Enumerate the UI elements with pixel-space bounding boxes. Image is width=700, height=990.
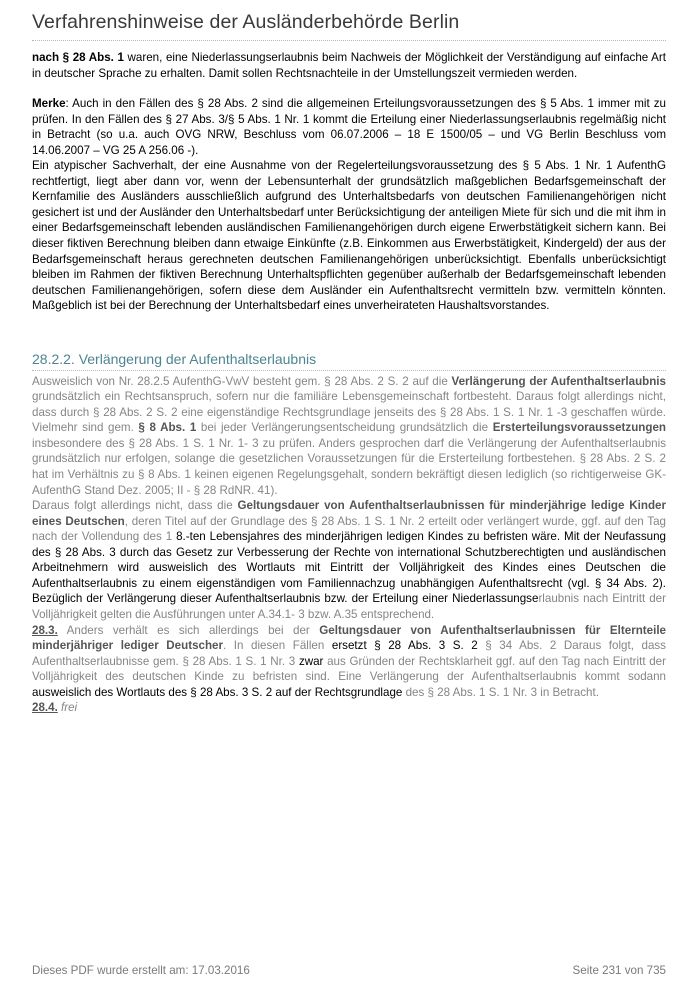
document-page <box>32 0 666 716</box>
paragraph-merke: Merke: Auch in den Fällen des § 28 Abs. 2 sind die allgemeinen Erteilungsvoraussetzungen des § 5 Abs. 1 immer mit zu prüfen. In den Fällen des § 27 Abs. 3/§ 5 Abs. 1 Nr. 1 kommt die Erteilung einer Niederlassungserlaubnis regelmäßig nicht in Betracht (so u.a. auch OVG NRW, Beschluss vom 06.07.2006 – 18 E 1500/05 – und VG Berlin Beschluss vom 14.06.2007 – VG 25 A 256.06 -). <box>32 97 666 157</box>
paragraph-transition-rule: nach § 28 Abs. 1 waren, eine Niederlassungserlaubnis beim Nachweis der Möglichkeit der Verständigung auf einfache Art in deutscher Sprache zu erhalten. Damit sollen Rechtsnachteile in der Umstellungszeit vermieden werden. <box>32 51 666 80</box>
paragraph-28-3: 28.3. Anders verhält es sich allerdings bei der Geltungsdauer von Aufenthaltserlaubnissen für Elternteile minderjähriger lediger Deutscher. In diesen Fällen ersetzt § 28 Abs. 3 S. 2 § 34 Abs. 2 Daraus folgt, dass Aufenthaltserlaubnisse gem. § 28 Abs. 1 S. 1 Nr. 3 zwar aus Gründen der Rechtsklarheit ggf. auf den Tag nach Eintritt der Volljährigkeit des deutschen Kinde zu befristen sind. Eine Verlängerung der Aufenthaltserlaubnis kommt sodann ausweislich des Wortlauts des § 28 Abs. 3 S. 2 auf der Rechtsgrundlage des § 28 Abs. 1 S. 1 Nr. 3 in Betracht. <box>32 623 666 699</box>
paragraph-validity-period: Daraus folgt allerdings nicht, dass die Geltungsdauer von Aufenthaltserlaubnissen für minderjährige ledige Kinder eines Deutschen, deren Titel auf der Grundlage des § 28 Abs. 1 S. 1 Nr. 2 erteilt oder verlängert wurde, ggf. auf den Tag nach der Vollendung des 1 8.-ten Lebensjahres des minderjährigen ledigen Kindes zu befristen wäre. Mit der Neufassung des § 28 Abs. 3 durch das Gesetz zur Verbesserung der Rechte von international Schutzberechtigten und ausländischen Arbeitnehmern wird ausweislich des Wortlauts mit Eintritt der Volljährigkeit des Kindes eines Deutschen die Aufenthaltserlaubnis zu einem eigenständigen vom Familiennachzug unabhängigen Aufenthaltsrecht (vgl. § 34 Abs. 2). Bezüglich der Verlängerung dieser Aufenthaltserlaubnis bzw. der Erteilung einer Niederlassungserlaubnis nach Eintritt der Volljährigkeit gelten die Ausführungen unter A.34.1- 3 bzw. A.35 entsprechend. <box>32 499 666 621</box>
creation-date: Dieses PDF wurde erstellt am: 17.03.2016 <box>32 964 250 977</box>
document-title: Verfahrenshinweise der Ausländerbehörde Berlin <box>32 10 666 41</box>
merke-label: Merke <box>32 97 66 111</box>
section-number-28-4: 28.4. <box>32 701 58 715</box>
paragraph-28-4: 28.4. frei <box>32 701 78 715</box>
paragraph-atypical-case: Ein atypischer Sachverhalt, der eine Ausnahme von der Regelerteilungsvoraussetzung des § 5 Abs. 1 Nr. 1 AufenthG rechtfertigt, liegt aber dann vor, wenn der Lebensunterhalt der grundsätzlich maßgeblichen Bedarfsgemeinschaft der Kernfamilie des Ausländers ausschließlich aufgrund des Unterhaltsbedarfs von deutschen Familienangehörigen nicht gesichert ist und der Ausländer den Unterhaltsbedarf unter Berücksichtigung der anteiligen Miete für sich und die mit ihm in einer Bedarfsgemeinschaft lebenden ausländischen Familienangehörigen durch eigene Erwerbstätigkeit sichern kann. Bei dieser fiktiven Berechnung bleiben dann etwaige Einkünfte (z.B. Einkommen aus Erwerbstätigkeit, Kindergeld) der aus der Bedarfsgemeinschaft heraus gerechneten deutschen Familienangehörigen unberücksichtigt. Ebenfalls unberücksichtigt bleiben im Rahmen der fiktiven Berechnung Unterhaltspflichten gegenüber außerhalb der Bedarfsgemeinschaft lebenden deutschen Familienangehörigen, sofern diese dem Ausländer ein Aufenthaltsrecht vermitteln bzw. vermitteln könnten. Maßgeblich ist bei der Berechnung der Unterhaltsbedarf eines unverheirateten Haushaltsvorstandes. <box>32 159 666 313</box>
section-number-28-3: 28.3. <box>32 623 58 637</box>
paragraph-extension: Ausweislich von Nr. 28.2.5 AufenthG-VwV besteht gem. § 28 Abs. 2 S. 2 auf die Verlängerung der Aufenthaltserlaubnis grundsätzlich ein Rechtsanspruch, sofern nur die familiäre Lebensgemeinschaft fortbesteht. Daraus folgt allerdings nicht, dass durch § 28 Abs. 2 S. 2 eine eigenständige Rechtsgrundlage jenseits des § 28 Abs. 1 S. 1 Nr. 1 -3 geschaffen würde. Vielmehr sind gem. § 8 Abs. 1 bei jeder Verlängerungsentscheidung grundsätzlich die Ersterteilungsvoraussetzungen insbesondere des § 28 Abs. 1 S. 1 Nr. 1- 3 zu prüfen. Anders gesprochen darf die Verlängerung der Aufenthaltserlaubnis grundsätzlich nur erfolgen, solange die gesetzlichen Voraussetzungen für die Ersterteilung fortbestehen. § 28 Abs. 2 S. 2 hat im Verhältnis zu § 8 Abs. 1 keinen eigenen Regelungsgehalt, sondern bekräftigt diesen lediglich (so richtigerweise GK-AufenthG Stand Dez. 2005; II - § 28 RdNR. 41). <box>32 374 666 497</box>
section-reference: nach § 28 Abs. 1 <box>32 51 124 64</box>
page-number: Seite 231 von 735 <box>572 964 666 977</box>
section-heading: 28.2.2. Verlängerung der Aufenthaltserlaubnis <box>32 350 666 371</box>
